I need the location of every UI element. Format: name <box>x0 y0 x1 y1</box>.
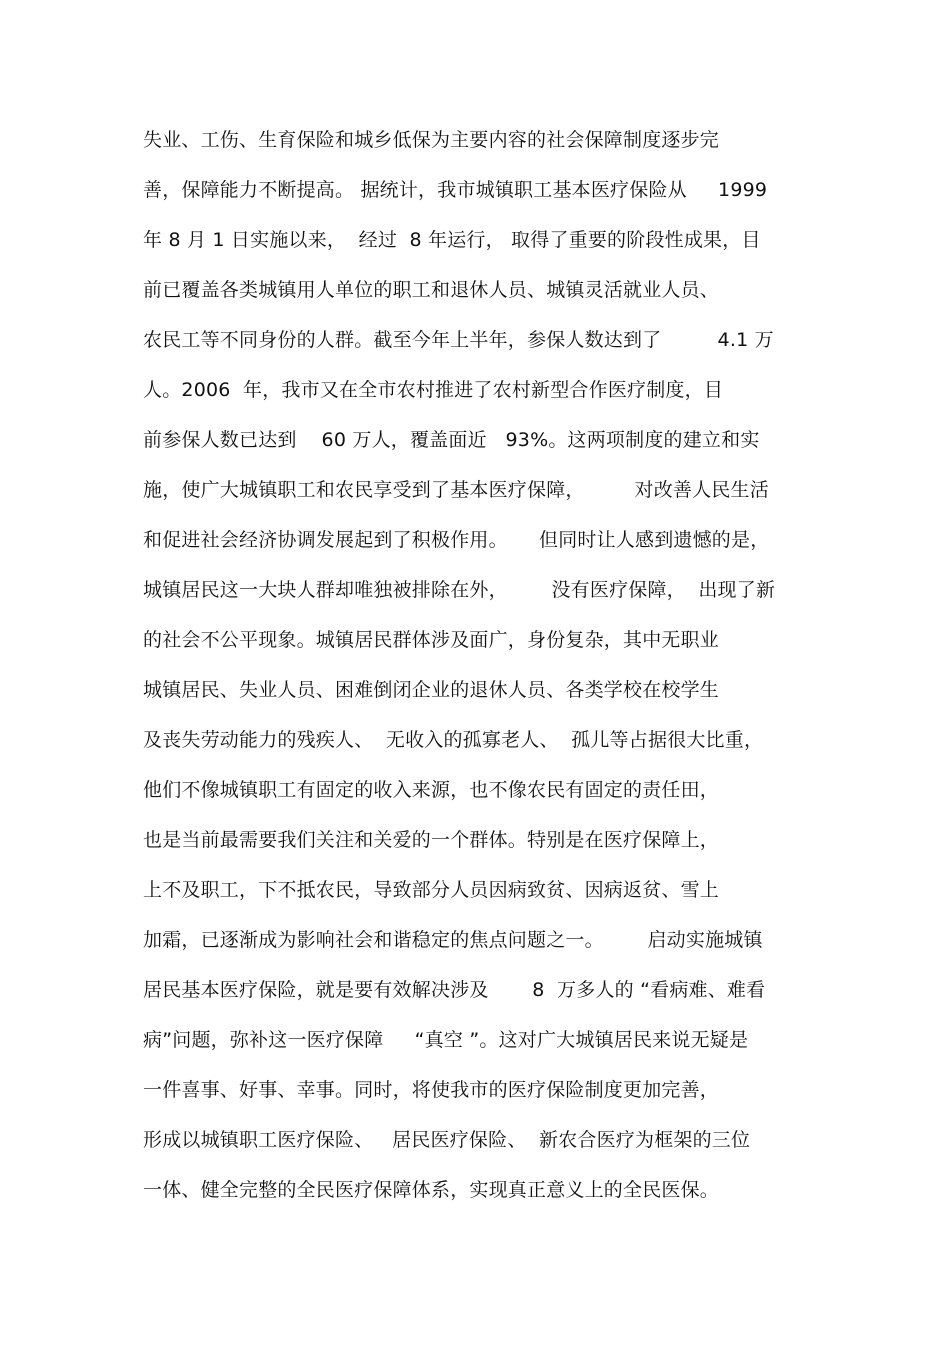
text-line: 的社会不公平现象。城镇居民群体涉及面广，身份复杂，其中无职业 <box>143 629 720 651</box>
text-line: 加霜，已逐渐成为影响社会和谐稳定的焦点问题之一。 启动实施城镇 <box>143 929 763 951</box>
text-line: 一体、健全完整的全民医疗保障体系，实现真正意义上的全民医保。 <box>143 1179 720 1201</box>
text-line: 人。2006 年，我市又在全市农村推进了农村新型合作医疗制度，目 <box>143 379 724 401</box>
text-line: 前参保人数已达到 60 万人，覆盖面近 93%。这两项制度的建立和实 <box>143 429 760 451</box>
body-paragraph <box>143 123 823 1223</box>
text-line: 城镇居民、失业人员、困难倒闭企业的退休人员、各类学校在校学生 <box>143 679 720 701</box>
text-line: 施，使广大城镇职工和农民享受到了基本医疗保障， 对改善人民生活 <box>143 479 769 501</box>
text-line: 一件喜事、好事、幸事。同时，将使我市的医疗保险制度更加完善， <box>143 1079 720 1101</box>
text-line: 病”问题，弥补这一医疗保障 “真空 ”。这对广大城镇居民来说无疑是 <box>143 1029 749 1051</box>
text-line: 也是当前最需要我们关注和关爱的一个群体。特别是在医疗保障上， <box>143 829 720 851</box>
text-line: 形成以城镇职工医疗保险、 居民医疗保险、 新农合医疗为框架的三位 <box>143 1129 751 1151</box>
text-line: 他们不像城镇职工有固定的收入来源，也不像农民有固定的责任田， <box>143 779 720 801</box>
text-line: 农民工等不同身份的人群。截至今年上半年，参保人数达到了 4.1 万 <box>143 329 774 351</box>
text-line: 年 8 月 1 日实施以来， 经过 8 年运行， 取得了重要的阶段性成果，目 <box>143 229 761 251</box>
text-line: 居民基本医疗保险，就是要有效解决涉及 8 万多人的 “看病难、难看 <box>143 979 766 1001</box>
text-line: 和促进社会经济协调发展起到了积极作用。 但同时让人感到遗憾的是， <box>143 529 770 551</box>
text-line: 上不及职工，下不抵农民，导致部分人员因病致贫、因病返贫、雪上 <box>143 879 720 901</box>
text-line: 城镇居民这一大块人群却唯独被排除在外， 没有医疗保障， 出现了新 <box>143 579 776 601</box>
text-line: 善，保障能力不断提高。 据统计，我市城镇职工基本医疗保险从 1999 <box>143 179 768 201</box>
text-line: 及丧失劳动能力的残疾人、 无收入的孤寡老人、 孤儿等占据很大比重， <box>143 729 764 751</box>
text-line: 前已覆盖各类城镇用人单位的职工和退休人员、城镇灵活就业人员、 <box>143 279 720 301</box>
text-line: 失业、工伤、生育保险和城乡低保为主要内容的社会保障制度逐步完 <box>143 129 720 151</box>
